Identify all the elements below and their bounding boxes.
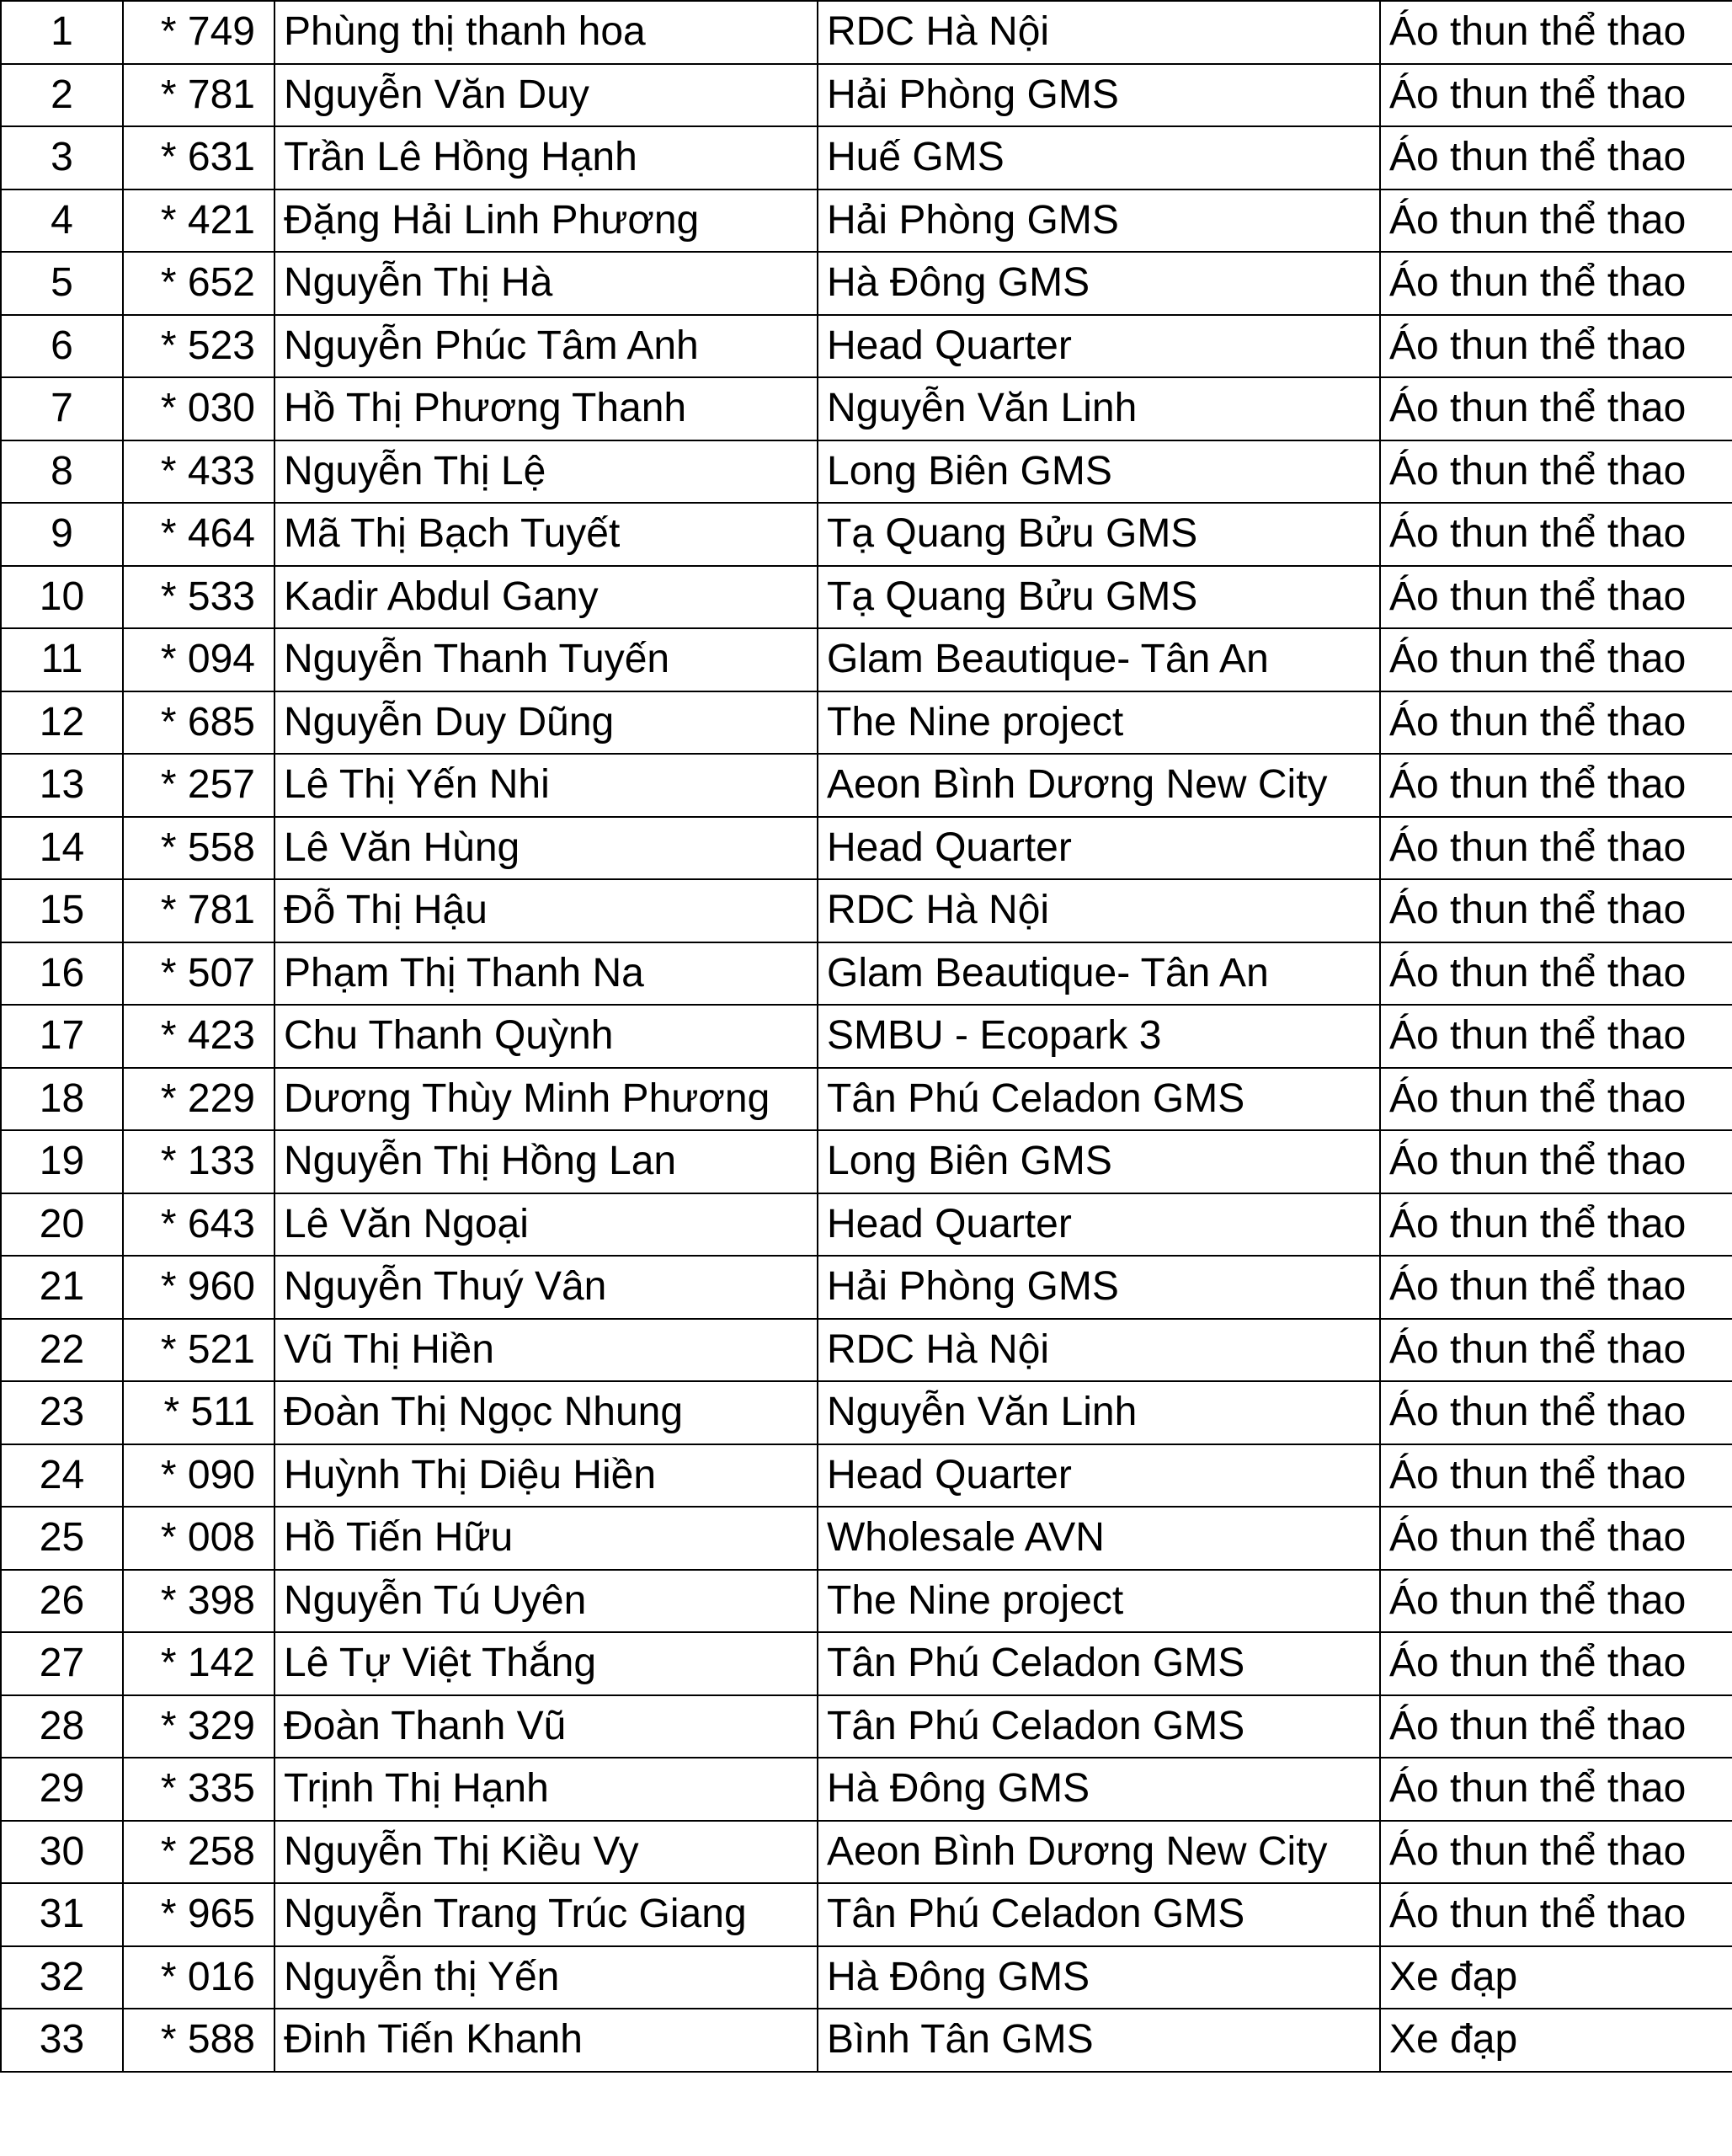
employee-name-cell: Trần Lê Hồng Hạnh [274,126,818,189]
prize-cell: Áo thun thể thao [1380,1507,1732,1570]
work-unit-cell: Hà Đông GMS [818,252,1380,315]
employee-name-cell: Nguyễn Phúc Tâm Anh [274,315,818,378]
row-number-cell: 29 [1,1758,123,1821]
work-unit-cell: Long Biên GMS [818,1130,1380,1193]
row-number-cell: 6 [1,315,123,378]
table-row [1,315,1732,378]
row-number-cell: 9 [1,503,123,566]
employee-code-cell: * 521 [123,1319,274,1382]
prize-cell: Áo thun thể thao [1380,1570,1732,1633]
prize-cell: Xe đạp [1380,2009,1732,2072]
prize-cell: Áo thun thể thao [1380,1068,1732,1131]
employee-code-cell: * 133 [123,1130,274,1193]
work-unit-cell: Hải Phòng GMS [818,64,1380,127]
employee-code-cell: * 511 [123,1381,274,1444]
employee-name-cell: Phạm Thị Thanh Na [274,942,818,1006]
employee-code-cell: * 631 [123,126,274,189]
employee-name-cell: Nguyễn Văn Duy [274,64,818,127]
employee-code-cell: * 329 [123,1695,274,1758]
work-unit-cell: Tạ Quang Bửu GMS [818,503,1380,566]
work-unit-cell: Huế GMS [818,126,1380,189]
prize-cell: Áo thun thể thao [1380,440,1732,504]
employee-name-cell: Vũ Thị Hiền [274,1319,818,1382]
prize-cell: Áo thun thể thao [1380,1,1732,64]
employee-code-cell: * 643 [123,1193,274,1257]
employee-name-cell: Phùng thị thanh hoa [274,1,818,64]
row-number-cell: 27 [1,1632,123,1695]
work-unit-cell: Aeon Bình Dương New City [818,754,1380,817]
row-number-cell: 1 [1,1,123,64]
prize-cell: Áo thun thể thao [1380,1695,1732,1758]
employee-code-cell: * 335 [123,1758,274,1821]
row-number-cell: 32 [1,1946,123,2009]
table-row [1,1883,1732,1946]
row-number-cell: 23 [1,1381,123,1444]
table-row [1,503,1732,566]
employee-name-cell: Kadir Abdul Gany [274,566,818,629]
employee-name-cell: Dương Thùy Minh Phương [274,1068,818,1131]
work-unit-cell: RDC Hà Nội [818,879,1380,942]
employee-name-cell: Nguyễn Thanh Tuyến [274,628,818,691]
row-number-cell: 15 [1,879,123,942]
employee-name-cell: Đinh Tiến Khanh [274,2009,818,2072]
row-number-cell: 12 [1,691,123,755]
work-unit-cell: Nguyễn Văn Linh [818,377,1380,440]
table-row [1,440,1732,504]
work-unit-cell: Hải Phòng GMS [818,189,1380,253]
employee-name-cell: Nguyễn Thị Lệ [274,440,818,504]
work-unit-cell: Head Quarter [818,1193,1380,1257]
employee-code-cell: * 016 [123,1946,274,2009]
work-unit-cell: RDC Hà Nội [818,1,1380,64]
prize-cell: Áo thun thể thao [1380,566,1732,629]
work-unit-cell: Glam Beautique- Tân An [818,942,1380,1006]
employee-name-cell: Nguyễn Duy Dũng [274,691,818,755]
table-row [1,252,1732,315]
work-unit-cell: Tân Phú Celadon GMS [818,1068,1380,1131]
employee-name-cell: Chu Thanh Quỳnh [274,1005,818,1068]
employee-code-cell: * 257 [123,754,274,817]
prize-cell: Áo thun thể thao [1380,1005,1732,1068]
table-body [1,1,1732,2072]
row-number-cell: 13 [1,754,123,817]
table-row [1,1444,1732,1508]
work-unit-cell: Hà Đông GMS [818,1758,1380,1821]
employee-code-cell: * 965 [123,1883,274,1946]
prize-cell: Xe đạp [1380,1946,1732,2009]
table-row [1,126,1732,189]
work-unit-cell: The Nine project [818,1570,1380,1633]
work-unit-cell: Head Quarter [818,817,1380,880]
work-unit-cell: The Nine project [818,691,1380,755]
employee-name-cell: Trịnh Thị Hạnh [274,1758,818,1821]
employee-name-cell: Mã Thị Bạch Tuyết [274,503,818,566]
table-row [1,691,1732,755]
prize-cell: Áo thun thể thao [1380,817,1732,880]
table-row [1,1632,1732,1695]
row-number-cell: 14 [1,817,123,880]
table-row [1,566,1732,629]
employee-code-cell: * 507 [123,942,274,1006]
row-number-cell: 8 [1,440,123,504]
prize-cell: Áo thun thể thao [1380,315,1732,378]
prize-cell: Áo thun thể thao [1380,628,1732,691]
prize-cell: Áo thun thể thao [1380,1758,1732,1821]
row-number-cell: 11 [1,628,123,691]
employee-code-cell: * 258 [123,1821,274,1884]
row-number-cell: 7 [1,377,123,440]
prize-cell: Áo thun thể thao [1380,503,1732,566]
employee-name-cell: Nguyễn Trang Trúc Giang [274,1883,818,1946]
table-row [1,1758,1732,1821]
employee-name-cell: Nguyễn Thuý Vân [274,1256,818,1319]
employee-name-cell: Lê Thị Yến Nhi [274,754,818,817]
table-row [1,1695,1732,1758]
work-unit-cell: Tạ Quang Bửu GMS [818,566,1380,629]
employee-code-cell: * 421 [123,189,274,253]
employee-name-cell: Huỳnh Thị Diệu Hiền [274,1444,818,1508]
employee-code-cell: * 229 [123,1068,274,1131]
work-unit-cell: RDC Hà Nội [818,1319,1380,1382]
work-unit-cell: Hà Đông GMS [818,1946,1380,2009]
table-row [1,1068,1732,1131]
employee-code-cell: * 781 [123,64,274,127]
employee-code-cell: * 464 [123,503,274,566]
employee-code-cell: * 652 [123,252,274,315]
row-number-cell: 3 [1,126,123,189]
work-unit-cell: Bình Tân GMS [818,2009,1380,2072]
table-row [1,879,1732,942]
prize-cell: Áo thun thể thao [1380,942,1732,1006]
work-unit-cell: Tân Phú Celadon GMS [818,1632,1380,1695]
table-row [1,1319,1732,1382]
row-number-cell: 4 [1,189,123,253]
prize-cell: Áo thun thể thao [1380,64,1732,127]
employee-code-cell: * 533 [123,566,274,629]
work-unit-cell: Long Biên GMS [818,440,1380,504]
employee-name-cell: Nguyễn Tú Uyên [274,1570,818,1633]
table-row [1,1005,1732,1068]
work-unit-cell: Aeon Bình Dương New City [818,1821,1380,1884]
table-row [1,1570,1732,1633]
employee-name-cell: Lê Tự Việt Thắng [274,1632,818,1695]
prize-cell: Áo thun thể thao [1380,1319,1732,1382]
row-number-cell: 28 [1,1695,123,1758]
employee-name-cell: Hồ Tiến Hữu [274,1507,818,1570]
table-row [1,1946,1732,2009]
employee-code-cell: * 588 [123,2009,274,2072]
employee-code-cell: * 094 [123,628,274,691]
employee-code-cell: * 781 [123,879,274,942]
employee-code-cell: * 749 [123,1,274,64]
employee-code-cell: * 398 [123,1570,274,1633]
row-number-cell: 33 [1,2009,123,2072]
table-row [1,64,1732,127]
prize-cell: Áo thun thể thao [1380,1193,1732,1257]
prize-cell: Áo thun thể thao [1380,252,1732,315]
work-unit-cell: Head Quarter [818,315,1380,378]
prize-cell: Áo thun thể thao [1380,1381,1732,1444]
row-number-cell: 21 [1,1256,123,1319]
table-row [1,1,1732,64]
employee-name-cell: Nguyễn Thị Hà [274,252,818,315]
table-row [1,942,1732,1006]
table-row [1,628,1732,691]
prize-cell: Áo thun thể thao [1380,126,1732,189]
table-row [1,754,1732,817]
employee-name-cell: Nguyễn Thị Kiều Vy [274,1821,818,1884]
row-number-cell: 25 [1,1507,123,1570]
table-row [1,1130,1732,1193]
employee-name-cell: Hồ Thị Phương Thanh [274,377,818,440]
row-number-cell: 30 [1,1821,123,1884]
work-unit-cell: Glam Beautique- Tân An [818,628,1380,691]
table-row [1,189,1732,253]
employee-name-cell: Lê Văn Hùng [274,817,818,880]
row-number-cell: 26 [1,1570,123,1633]
row-number-cell: 17 [1,1005,123,1068]
prize-cell: Áo thun thể thao [1380,1821,1732,1884]
row-number-cell: 5 [1,252,123,315]
prize-cell: Áo thun thể thao [1380,377,1732,440]
employee-code-cell: * 433 [123,440,274,504]
work-unit-cell: Wholesale AVN [818,1507,1380,1570]
employee-code-cell: * 523 [123,315,274,378]
row-number-cell: 18 [1,1068,123,1131]
employee-code-cell: * 960 [123,1256,274,1319]
row-number-cell: 19 [1,1130,123,1193]
prize-cell: Áo thun thể thao [1380,1130,1732,1193]
row-number-cell: 20 [1,1193,123,1257]
employee-name-cell: Đoàn Thị Ngọc Nhung [274,1381,818,1444]
table-row [1,817,1732,880]
employee-code-cell: * 142 [123,1632,274,1695]
row-number-cell: 16 [1,942,123,1006]
work-unit-cell: Head Quarter [818,1444,1380,1508]
employee-name-cell: Lê Văn Ngoại [274,1193,818,1257]
table-row [1,1507,1732,1570]
employee-name-cell: Nguyễn thị Yến [274,1946,818,2009]
prize-cell: Áo thun thể thao [1380,754,1732,817]
table-row [1,2009,1732,2072]
work-unit-cell: Hải Phòng GMS [818,1256,1380,1319]
employee-name-cell: Nguyễn Thị Hồng Lan [274,1130,818,1193]
prize-cell: Áo thun thể thao [1380,1883,1732,1946]
prize-cell: Áo thun thể thao [1380,1256,1732,1319]
row-number-cell: 24 [1,1444,123,1508]
employee-name-cell: Đặng Hải Linh Phương [274,189,818,253]
employee-code-cell: * 558 [123,817,274,880]
work-unit-cell: Nguyễn Văn Linh [818,1381,1380,1444]
employee-name-cell: Đoàn Thanh Vũ [274,1695,818,1758]
employee-code-cell: * 030 [123,377,274,440]
prize-cell: Áo thun thể thao [1380,189,1732,253]
row-number-cell: 2 [1,64,123,127]
employee-code-cell: * 423 [123,1005,274,1068]
table-row [1,1193,1732,1257]
employee-code-cell: * 008 [123,1507,274,1570]
prize-cell: Áo thun thể thao [1380,879,1732,942]
employee-code-cell: * 685 [123,691,274,755]
prize-cell: Áo thun thể thao [1380,691,1732,755]
table-row [1,1381,1732,1444]
table-row [1,1256,1732,1319]
work-unit-cell: Tân Phú Celadon GMS [818,1695,1380,1758]
work-unit-cell: Tân Phú Celadon GMS [818,1883,1380,1946]
employee-code-cell: * 090 [123,1444,274,1508]
row-number-cell: 31 [1,1883,123,1946]
row-number-cell: 10 [1,566,123,629]
row-number-cell: 22 [1,1319,123,1382]
table-row [1,1821,1732,1884]
work-unit-cell: SMBU - Ecopark 3 [818,1005,1380,1068]
employee-name-cell: Đỗ Thị Hậu [274,879,818,942]
prize-cell: Áo thun thể thao [1380,1632,1732,1695]
table-row [1,377,1732,440]
prize-cell: Áo thun thể thao [1380,1444,1732,1508]
